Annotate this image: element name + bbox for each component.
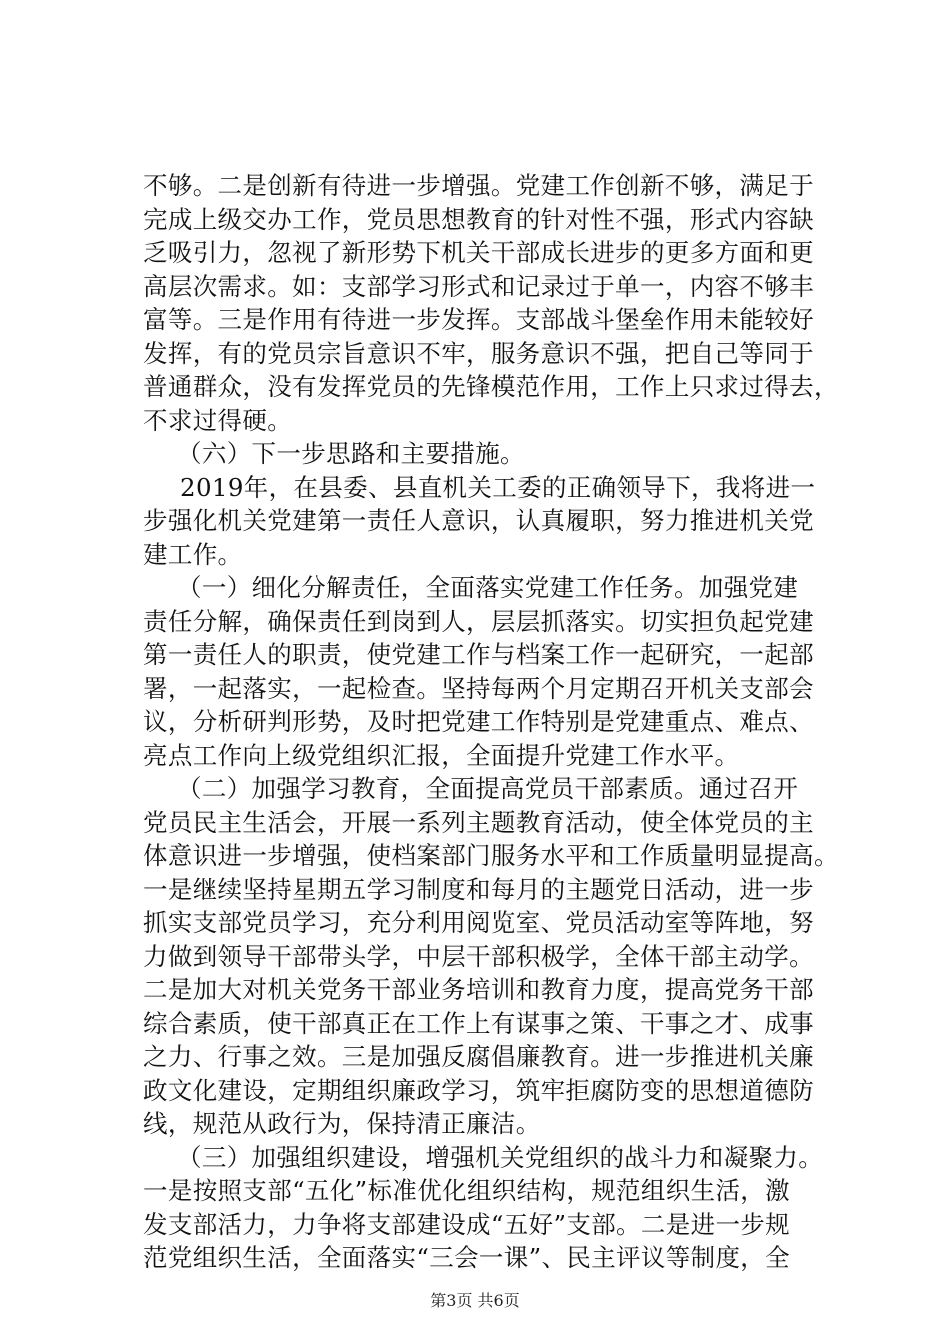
subsection-heading: （一）细化分解责任，全面落实党建工作任务。加强党建 xyxy=(177,573,799,602)
body-line: 普通群众，没有发挥党员的先锋模范作用，工作上只求过得去， xyxy=(143,372,839,401)
body-line: 第一责任人的职责，使党建工作与档案工作一起研究，一起部 xyxy=(143,640,814,669)
body-line: 不够。二是创新有待进一步增强。党建工作创新不够，满足于 xyxy=(143,171,814,200)
body-line: 二是加大对机关党务干部业务培训和教育力度，提高党务干部 xyxy=(143,975,814,1004)
body-line: 乏吸引力，忽视了新形势下机关干部成长进步的更多方面和更 xyxy=(143,238,814,267)
body-line: 2019年，在县委、县直机关工委的正确领导下，我将进一 xyxy=(180,473,816,502)
body-line: 建工作。 xyxy=(143,540,243,569)
body-line: 党员民主生活会，开展一系列主题教育活动，使全体党员的主 xyxy=(143,808,814,837)
body-line: 体意识进一步增强，使档案部门服务水平和工作质量明显提高。 xyxy=(143,841,839,870)
body-line: 综合素质，使干部真正在工作上有谋事之策、干事之才、成事 xyxy=(143,1009,814,1038)
body-line: 一是继续坚持星期五学习制度和每月的主题党日活动，进一步 xyxy=(143,875,814,904)
body-line: 一是按照支部“五化”标准优化组织结构，规范组织生活，激 xyxy=(143,1176,790,1205)
body-line: 高层次需求。如：支部学习形式和记录过于单一，内容不够丰 xyxy=(143,272,814,301)
body-line: 范党组织生活，全面落实“三会一课”、民主评议等制度，全 xyxy=(143,1243,790,1272)
subsection-heading: （二）加强学习教育，全面提高党员干部素质。通过召开 xyxy=(177,774,799,803)
body-line: 发挥，有的党员宗旨意识不牢，服务意识不强，把自己等同于 xyxy=(143,339,814,368)
body-line: 力做到领导干部带头学，中层干部积极学，全体干部主动学。 xyxy=(143,942,814,971)
body-line: 富等。三是作用有待进一步发挥。支部战斗堡垒作用未能较好 xyxy=(143,305,814,334)
body-line: 抓实支部党员学习，充分利用阅览室、党员活动室等阵地，努 xyxy=(143,908,814,937)
body-line: 政文化建设，定期组织廉政学习，筑牢拒腐防变的思想道德防 xyxy=(143,1076,814,1105)
body-line: 亮点工作向上级党组织汇报，全面提升党建工作水平。 xyxy=(143,741,740,770)
body-line: 步强化机关党建第一责任人意识，认真履职，努力推进机关党 xyxy=(143,506,814,535)
body-line: 完成上级交办工作，党员思想教育的针对性不强，形式内容缺 xyxy=(143,205,814,234)
body-line: 议，分析研判形势，及时把党建工作特别是党建重点、难点、 xyxy=(143,707,814,736)
body-line: 不求过得硬。 xyxy=(143,406,293,435)
section-heading: （六）下一步思路和主要措施。 xyxy=(177,439,525,468)
body-line: 责任分解，确保责任到岗到人，层层抓落实。切实担负起党建 xyxy=(143,607,814,636)
subsection-heading: （三）加强组织建设，增强机关党组织的战斗力和凝聚力。 xyxy=(177,1143,824,1172)
body-line: 署，一起落实，一起检查。坚持每两个月定期召开机关支部会 xyxy=(143,674,814,703)
body-line: 发支部活力，力争将支部建设成“五好”支部。二是进一步规 xyxy=(143,1210,790,1239)
body-line: 线，规范从政行为，保持清正廉洁。 xyxy=(143,1109,541,1138)
page-number-footer: 第3页 共6页 xyxy=(430,1291,520,1310)
body-line: 之力、行事之效。三是加强反腐倡廉教育。进一步推进机关廉 xyxy=(143,1042,814,1071)
